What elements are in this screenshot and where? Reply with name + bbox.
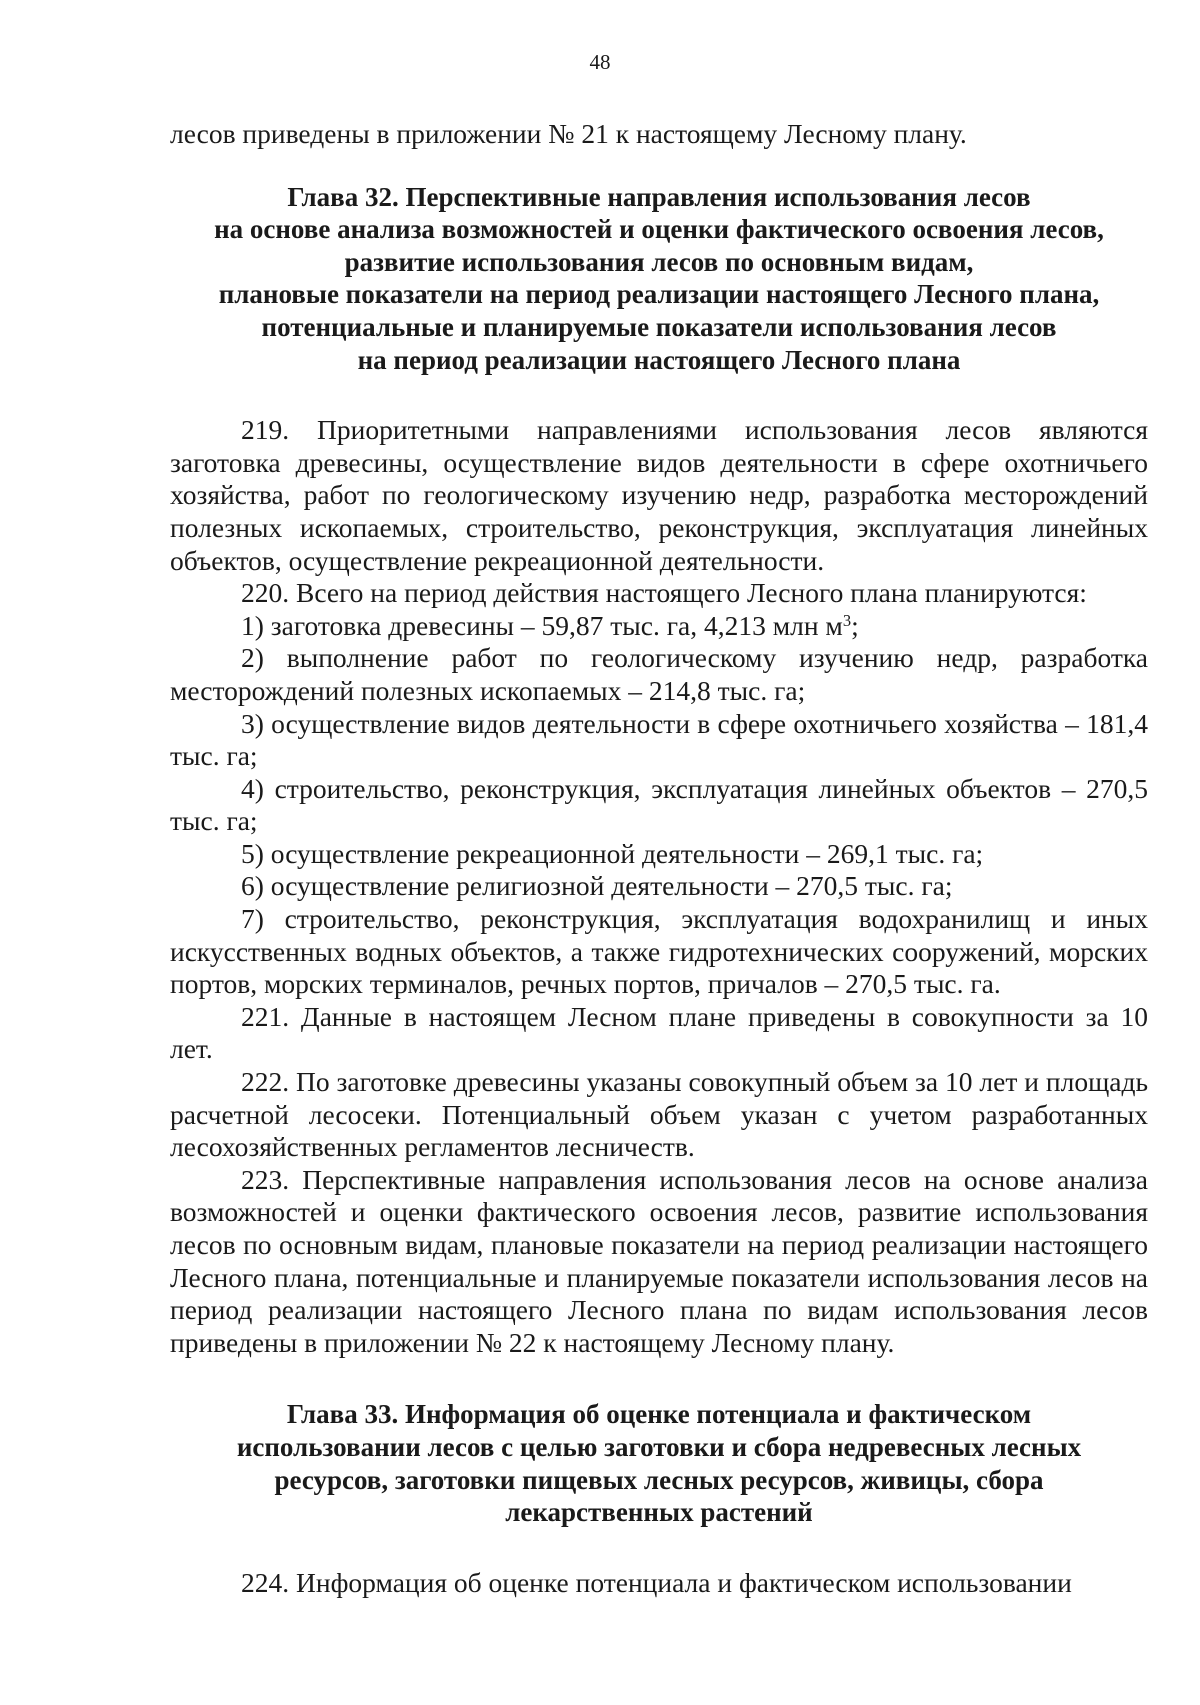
paragraph-223: 223. Перспективные направления использования лесов на основе анализа возможностей и оценки фактического освоения лесов, развитие использования лесов по основным видам, плановые показатели на период реализации настоящего Лесного плана, потенциальные и планируемые показатели использования лесов на период реализации настоящего Лесного плана по видам использования лесов приведены в приложении № 22 к настоящему Лесному плану. — [170, 1163, 1148, 1358]
paragraph-220: 220. Всего на период действия настоящего Лесного плана планируются: — [241, 577, 1087, 609]
chapter-33-title-line: использовании лесов с целью заготовки и сбора недревесных лесных — [236, 1431, 1082, 1462]
chapter-32-title-line: Глава 32. Перспективные направления использования лесов — [287, 181, 1031, 212]
chapter-32-heading — [170, 181, 1148, 377]
list-item-4: 4) строительство, реконструкция, эксплуатация линейных объектов – 270,5 тыс. га; — [170, 772, 1148, 837]
paragraph-222: 222. По заготовке древесины указаны совокупный объем за 10 лет и площадь расчетной лесосеки. Потенциальный объем указан с учетом разработанных лесохозяйственных регламентов лесничеств. — [170, 1066, 1148, 1163]
chapter-33-title-line: лекарственных растений — [505, 1497, 813, 1528]
list-item-7: 7) строительство, реконструкция, эксплуатация водохранилищ и иных искусственных водных объектов, а также гидротехнических сооружений, морских портов, морских терминалов, речных портов, причалов – 270,5 тыс. га. — [170, 903, 1148, 1000]
intro-line: лесов приведены в приложении № 21 к настоящему Лесному плану. — [170, 118, 967, 149]
list-item-3: 3) осуществление видов деятельности в сфере охотничьего хозяйства – 181,4 тыс. га; — [170, 707, 1148, 772]
page-number: 48 — [589, 50, 611, 74]
list-item-1-text: 1) заготовка древесины – 59,87 тыс. га, 4,213 млн м — [241, 609, 843, 641]
list-item-1-end: ; — [851, 609, 859, 641]
list-item-1 — [170, 610, 1148, 643]
paragraph-219: 219. Приоритетными направлениями использования лесов являются заготовка древесины, осуществление видов деятельности в сфере охотничьего хозяйства, работ по геологическому изучению недр, разработка месторождений полезных ископаемых, строительство, реконструкция, эксплуатация линейных объектов, осуществление рекреационной деятельности. — [170, 414, 1148, 576]
chapter-32-title-line: на период реализации настоящего Лесного плана — [357, 344, 961, 375]
chapter-32-title-line: на основе анализа возможностей и оценки фактического освоения лесов, — [214, 214, 1104, 245]
chapter-33-title-line: Глава 33. Информация об оценке потенциала и фактическом — [286, 1399, 1032, 1430]
chapter-32-title-line: плановые показатели на период реализации настоящего Лесного плана, — [218, 279, 1100, 310]
paragraph-221: 221. Данные в настоящем Лесном плане приведены в совокупности за 10 лет. — [170, 1000, 1148, 1065]
chapter-33-title-line: ресурсов, заготовки пищевых лесных ресурсов, живицы, сбора — [274, 1464, 1044, 1495]
document-body — [170, 118, 1148, 1599]
cubic-superscript: 3 — [842, 610, 852, 630]
list-item-5: 5) осуществление рекреационной деятельности – 269,1 тыс. га; — [241, 837, 984, 869]
list-item-6: 6) осуществление религиозной деятельности – 270,5 тыс. га; — [241, 870, 953, 902]
chapter-33-heading — [170, 1398, 1148, 1528]
chapter-32-title-line: потенциальные и планируемые показатели использования лесов — [261, 311, 1057, 342]
list-item-2: 2) выполнение работ по геологическому изучению недр, разработка месторождений полезных ископаемых – 214,8 тыс. га; — [170, 642, 1148, 706]
paragraph-224: 224. Информация об оценке потенциала и фактическом использовании — [241, 1566, 1072, 1598]
chapter-32-title-line: развитие использования лесов по основным видам, — [344, 246, 974, 277]
